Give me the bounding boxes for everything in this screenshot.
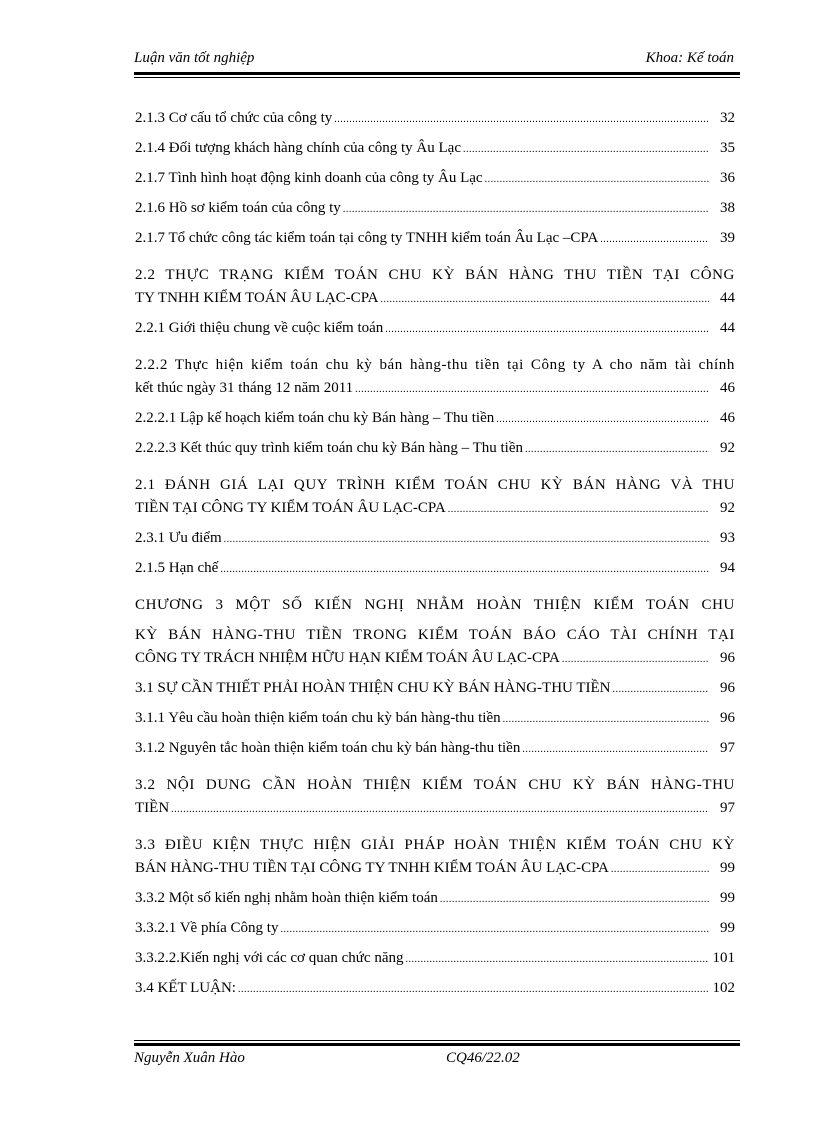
toc-page-number: 99 [720, 890, 735, 906]
toc-entry-row [135, 680, 735, 710]
header-faculty-label: Khoa: Kế toán [645, 50, 734, 66]
header-rule-thin [134, 77, 740, 78]
toc-page-number: 96 [720, 680, 735, 696]
toc-leader-dots [440, 894, 709, 905]
toc-leader-dots [280, 924, 709, 935]
toc-page-number: 93 [720, 530, 735, 546]
footer-class-code: CQ46/22.02 [446, 1050, 520, 1066]
page-footer [134, 1050, 734, 1072]
toc-entry-title: TIỀN TẠI CÔNG TY KIỂM TOÁN ÂU LẠC-CPA [135, 500, 446, 516]
toc-entry [135, 740, 735, 770]
toc-entry-row [135, 740, 735, 770]
toc-entry-row [135, 950, 735, 980]
toc-page-number: 99 [720, 920, 735, 936]
toc-entry [135, 110, 735, 140]
toc-entry-heading-line: KỲ BÁN HÀNG-THU TIỀN TRONG KIỂM TOÁN BÁO CÁO TÀI CHÍNH TẠI [135, 627, 735, 643]
toc-page-number: 101 [712, 950, 735, 966]
toc-page-number: 96 [720, 710, 735, 726]
toc-page-number: 44 [720, 320, 735, 336]
toc-leader-dots [343, 204, 709, 215]
toc-leader-dots [385, 324, 709, 335]
table-of-contents [135, 110, 735, 1010]
toc-leader-dots [334, 114, 709, 125]
toc-entry-title: TY TNHH KIỂM TOÁN ÂU LẠC-CPA [135, 290, 379, 306]
toc-page-number: 46 [720, 380, 735, 396]
toc-entry-row [135, 170, 735, 200]
toc-entry-row [135, 290, 735, 320]
toc-entry-row [135, 860, 735, 890]
toc-entry-row [135, 890, 735, 920]
toc-entry [135, 200, 735, 230]
toc-entry-title: 2.3.1 Ưu điểm [135, 530, 222, 546]
toc-page-number: 96 [720, 650, 735, 666]
toc-entry-title: 3.1.2 Nguyên tắc hoàn thiện kiểm toán chu kỳ bán hàng-thu tiền [135, 740, 521, 756]
footer-rule-thick [134, 1043, 740, 1046]
toc-entry-row [135, 500, 735, 530]
toc-entry [135, 470, 735, 530]
toc-entry-title: 2.1.5 Hạn chế [135, 560, 219, 576]
toc-entry-title: 3.3.2 Một số kiến nghị nhằm hoàn thiện kiểm toán [135, 890, 438, 906]
toc-entry-heading-line: 3.2 NỘI DUNG CẦN HOÀN THIỆN KIỂM TOÁN CHU KỲ BÁN HÀNG-THU [135, 777, 735, 793]
toc-entry-title: kết thúc ngày 31 tháng 12 năm 2011 [135, 380, 354, 396]
toc-entry [135, 950, 735, 980]
toc-entry [135, 710, 735, 740]
toc-entry-row [135, 140, 735, 170]
toc-entry-row [135, 530, 735, 560]
toc-page-number: 38 [720, 200, 735, 216]
toc-leader-dots [613, 684, 709, 695]
toc-entry-title: BÁN HÀNG-THU TIỀN TẠI CÔNG TY TNHH KIỂM TOÁN ÂU LẠC-CPA [135, 860, 609, 876]
toc-entry-row [135, 710, 735, 740]
toc-leader-dots [522, 744, 709, 755]
toc-entry-row [135, 200, 735, 230]
header-rule-thick [134, 72, 740, 75]
toc-page-number: 32 [720, 110, 735, 126]
toc-page-number: 39 [720, 230, 735, 246]
toc-page-number: 97 [720, 740, 735, 756]
toc-page-number: 102 [712, 980, 735, 996]
toc-entry-row [135, 980, 735, 1010]
toc-leader-dots [224, 534, 709, 545]
toc-entry-title: 3.1 SỰ CẦN THIẾT PHẢI HOÀN THIỆN CHU KỲ BÁN HÀNG-THU TIỀN [135, 680, 611, 696]
toc-entry-row [135, 410, 735, 440]
toc-entry [135, 440, 735, 470]
toc-leader-dots [448, 504, 709, 515]
toc-page-number: 36 [720, 170, 735, 186]
toc-entry-title: CÔNG TY TRÁCH NHIỆM HỮU HẠN KIỂM TOÁN ÂU LẠC-CPA [135, 650, 560, 666]
toc-leader-dots [525, 444, 709, 455]
toc-page-number: 97 [720, 800, 735, 816]
toc-entry-heading-line: 2.2.2 Thực hiện kiểm toán chu kỳ bán hàng-thu tiền tại Công ty A cho năm tài chính [135, 357, 735, 373]
toc-entry [135, 140, 735, 170]
toc-leader-dots [600, 234, 709, 245]
toc-entry [135, 260, 735, 320]
toc-entry [135, 230, 735, 260]
toc-leader-dots [485, 174, 709, 185]
toc-entry [135, 590, 735, 680]
header-thesis-label: Luận văn tốt nghiệp [134, 50, 255, 66]
toc-entry-row [135, 650, 735, 680]
toc-entry [135, 890, 735, 920]
toc-entry-title: 2.2.2.1 Lập kế hoạch kiểm toán chu kỳ Bán hàng – Thu tiền [135, 410, 495, 426]
toc-leader-dots [463, 144, 709, 155]
toc-entry-title: 2.1.7 Tổ chức công tác kiểm toán tại công ty TNHH kiểm toán Âu Lạc –CPA [135, 230, 599, 246]
toc-entry-row [135, 440, 735, 470]
toc-entry-title: 2.2.2.3 Kết thúc quy trình kiểm toán chu kỳ Bán hàng – Thu tiền [135, 440, 523, 456]
toc-entry-title: 3.1.1 Yêu cầu hoàn thiện kiểm toán chu kỳ bán hàng-thu tiền [135, 710, 501, 726]
toc-entry [135, 560, 735, 590]
toc-entry-title: 3.3.2.2.Kiến nghị với các cơ quan chức năng [135, 950, 404, 966]
toc-page-number: 99 [720, 860, 735, 876]
toc-entry-row [135, 320, 735, 350]
toc-entry [135, 680, 735, 710]
toc-entry-heading-line: 3.3 ĐIỀU KIỆN THỰC HIỆN GIẢI PHÁP HOÀN THIỆN KIỂM TOÁN CHU KỲ [135, 837, 735, 853]
toc-leader-dots [220, 564, 709, 575]
toc-entry-row [135, 800, 735, 830]
toc-entry [135, 530, 735, 560]
toc-entry-heading-line: 2.1 ĐÁNH GIÁ LẠI QUY TRÌNH KIỂM TOÁN CHU KỲ BÁN HÀNG VÀ THU [135, 477, 735, 493]
toc-entry-title: 3.4 KẾT LUẬN: [135, 980, 236, 996]
toc-entry [135, 920, 735, 950]
toc-entry [135, 320, 735, 350]
toc-page-number: 92 [720, 500, 735, 516]
toc-entry-row [135, 920, 735, 950]
toc-entry-heading-line: 2.2 THỰC TRẠNG KIỂM TOÁN CHU KỲ BÁN HÀNG THU TIỀN TẠI CÔNG [135, 267, 735, 283]
toc-leader-dots [503, 714, 709, 725]
toc-leader-dots [171, 804, 709, 815]
toc-entry [135, 830, 735, 890]
toc-leader-dots [381, 294, 710, 305]
toc-page-number: 46 [720, 410, 735, 426]
toc-page-number: 35 [720, 140, 735, 156]
toc-entry-heading-line: CHƯƠNG 3 MỘT SỐ KIẾN NGHỊ NHẰM HOÀN THIỆN KIỂM TOÁN CHU [135, 597, 735, 613]
toc-entry-row [135, 560, 735, 590]
toc-entry-title: 2.2.1 Giới thiệu chung về cuộc kiểm toán [135, 320, 384, 336]
footer-author: Nguyễn Xuân Hào [134, 1050, 245, 1066]
toc-entry [135, 770, 735, 830]
toc-entry-row [135, 380, 735, 410]
toc-leader-dots [562, 654, 709, 665]
toc-leader-dots [496, 414, 709, 425]
toc-entry [135, 980, 735, 1010]
toc-entry-row [135, 230, 735, 260]
toc-leader-dots [611, 864, 709, 875]
page-header [134, 50, 734, 70]
toc-page-number: 92 [720, 440, 735, 456]
toc-page-number: 44 [720, 290, 735, 306]
toc-entry [135, 170, 735, 200]
toc-leader-dots [355, 384, 709, 395]
toc-entry-row [135, 110, 735, 140]
toc-leader-dots [406, 954, 710, 965]
toc-entry-title: TIỀN [135, 800, 170, 816]
toc-entry-title: 2.1.7 Tình hình hoạt động kinh doanh của công ty Âu Lạc [135, 170, 483, 186]
toc-entry-title: 2.1.6 Hồ sơ kiểm toán của công ty [135, 200, 341, 216]
toc-entry [135, 350, 735, 410]
toc-leader-dots [238, 984, 709, 995]
toc-entry-title: 3.3.2.1 Về phía Công ty [135, 920, 279, 936]
footer-rule-thin [134, 1040, 740, 1041]
toc-entry-title: 2.1.3 Cơ cấu tổ chức của công ty [135, 110, 333, 126]
toc-entry [135, 410, 735, 440]
toc-page-number: 94 [720, 560, 735, 576]
toc-entry-title: 2.1.4 Đối tượng khách hàng chính của công ty Âu Lạc [135, 140, 461, 156]
